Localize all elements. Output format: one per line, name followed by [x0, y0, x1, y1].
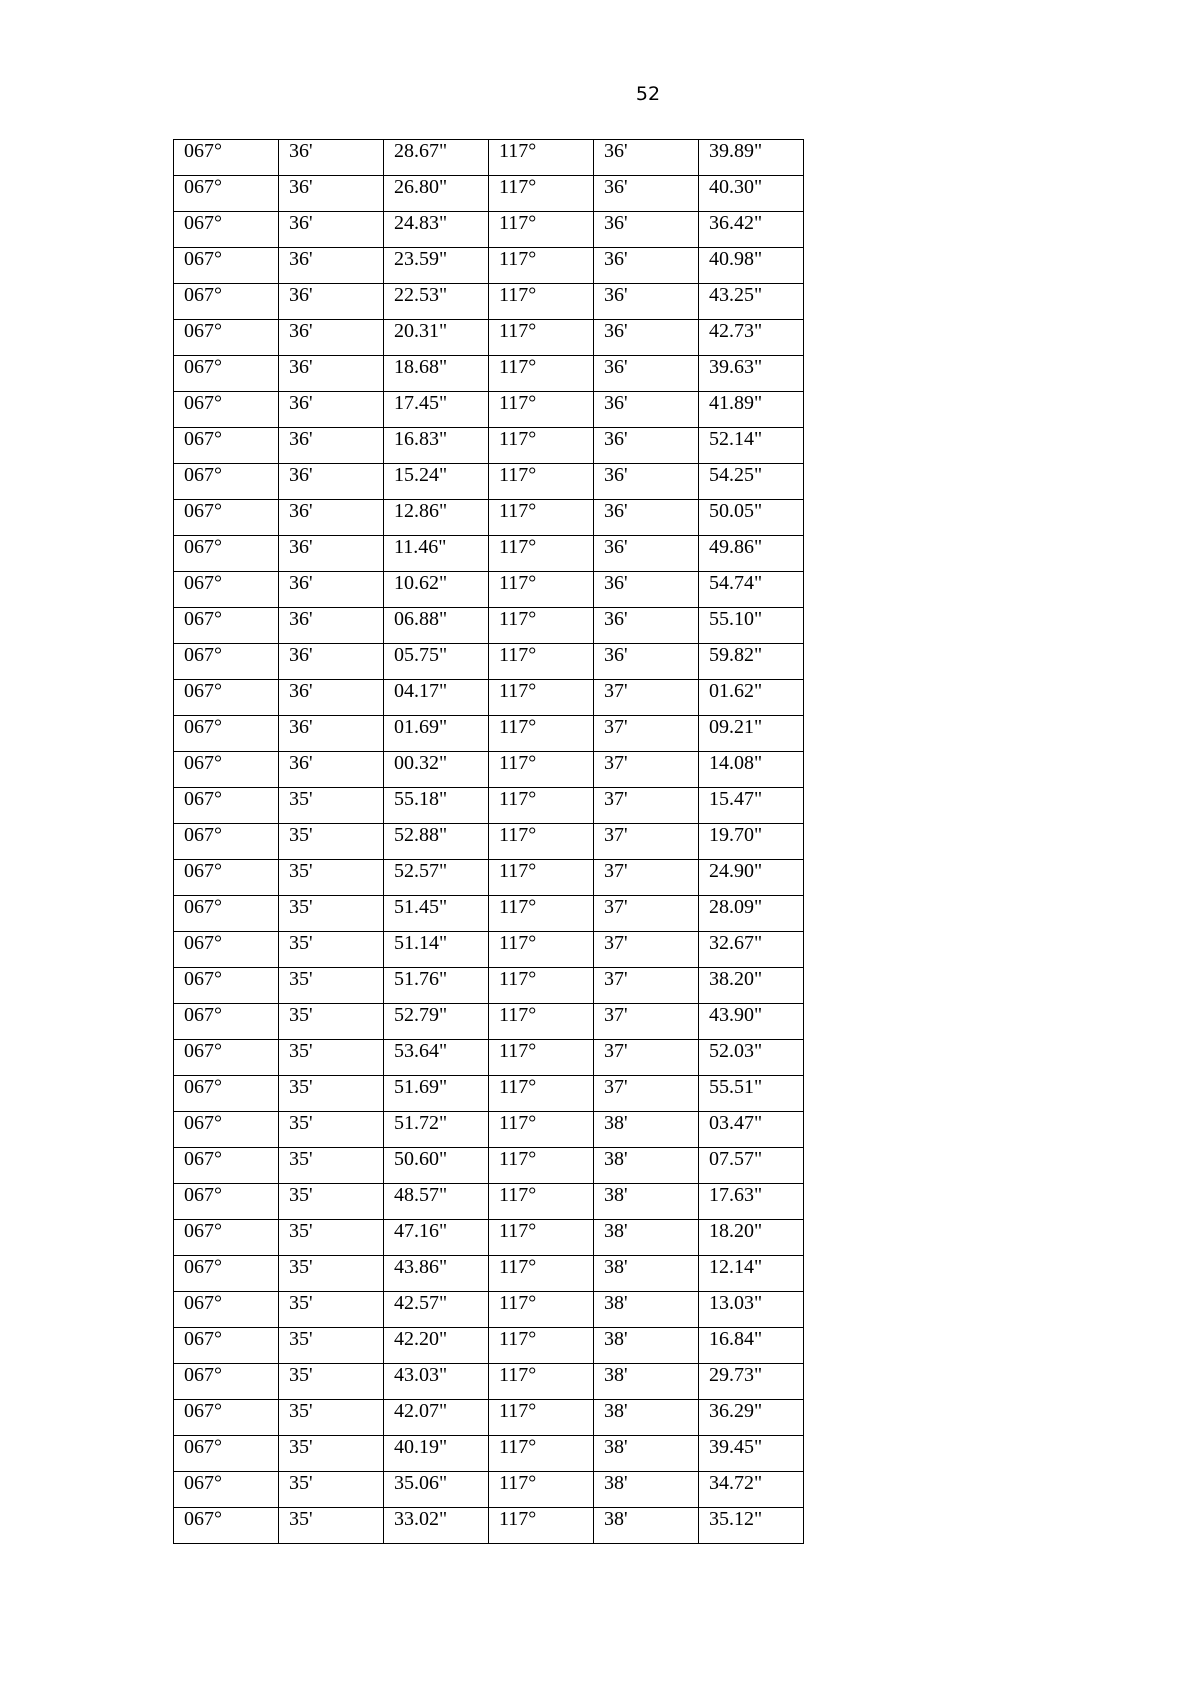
lat-degrees-cell: 067° [174, 356, 279, 392]
lat-minutes-cell: 36' [279, 392, 384, 428]
lat-seconds-cell: 42.20" [384, 1328, 489, 1364]
lon-degrees-cell: 117° [489, 1112, 594, 1148]
lat-seconds-cell: 52.79" [384, 1004, 489, 1040]
lon-degrees-cell: 117° [489, 1436, 594, 1472]
table-row [174, 860, 804, 896]
lon-seconds-cell: 24.90" [699, 860, 804, 896]
lon-seconds-cell: 34.72" [699, 1472, 804, 1508]
lon-degrees-cell: 117° [489, 1472, 594, 1508]
lat-seconds-cell: 51.14" [384, 932, 489, 968]
lon-minutes-cell: 37' [594, 932, 699, 968]
lat-degrees-cell: 067° [174, 680, 279, 716]
lat-seconds-cell: 42.57" [384, 1292, 489, 1328]
lon-seconds-cell: 49.86" [699, 536, 804, 572]
lat-degrees-cell: 067° [174, 320, 279, 356]
table-row [174, 644, 804, 680]
lon-degrees-cell: 117° [489, 392, 594, 428]
lon-minutes-cell: 36' [594, 644, 699, 680]
lat-degrees-cell: 067° [174, 284, 279, 320]
lon-degrees-cell: 117° [489, 1004, 594, 1040]
lat-degrees-cell: 067° [174, 1184, 279, 1220]
table-row [174, 464, 804, 500]
lon-seconds-cell: 29.73" [699, 1364, 804, 1400]
lon-seconds-cell: 40.30" [699, 176, 804, 212]
lon-minutes-cell: 36' [594, 320, 699, 356]
table-row [174, 788, 804, 824]
lat-degrees-cell: 067° [174, 1328, 279, 1364]
lon-degrees-cell: 117° [489, 176, 594, 212]
table-row [174, 212, 804, 248]
lat-degrees-cell: 067° [174, 1040, 279, 1076]
table-row [174, 1256, 804, 1292]
lat-degrees-cell: 067° [174, 212, 279, 248]
lat-seconds-cell: 52.88" [384, 824, 489, 860]
lon-seconds-cell: 54.25" [699, 464, 804, 500]
lat-degrees-cell: 067° [174, 1112, 279, 1148]
coordinates-table [173, 139, 804, 1544]
lat-degrees-cell: 067° [174, 536, 279, 572]
table-row [174, 572, 804, 608]
lon-minutes-cell: 38' [594, 1220, 699, 1256]
lat-degrees-cell: 067° [174, 1004, 279, 1040]
lat-seconds-cell: 22.53" [384, 284, 489, 320]
table-row [174, 248, 804, 284]
lat-seconds-cell: 51.69" [384, 1076, 489, 1112]
table-row [174, 140, 804, 176]
lat-degrees-cell: 067° [174, 428, 279, 464]
table-row [174, 608, 804, 644]
lat-seconds-cell: 42.07" [384, 1400, 489, 1436]
lon-degrees-cell: 117° [489, 896, 594, 932]
lon-minutes-cell: 37' [594, 824, 699, 860]
lon-minutes-cell: 38' [594, 1112, 699, 1148]
lon-seconds-cell: 39.45" [699, 1436, 804, 1472]
lat-minutes-cell: 36' [279, 500, 384, 536]
lat-degrees-cell: 067° [174, 392, 279, 428]
lat-minutes-cell: 35' [279, 1256, 384, 1292]
table-row [174, 752, 804, 788]
lat-degrees-cell: 067° [174, 1472, 279, 1508]
lon-minutes-cell: 38' [594, 1400, 699, 1436]
lon-seconds-cell: 17.63" [699, 1184, 804, 1220]
table-row [174, 176, 804, 212]
lat-degrees-cell: 067° [174, 788, 279, 824]
lon-seconds-cell: 43.90" [699, 1004, 804, 1040]
lon-seconds-cell: 38.20" [699, 968, 804, 1004]
lat-degrees-cell: 067° [174, 1076, 279, 1112]
lon-seconds-cell: 03.47" [699, 1112, 804, 1148]
table-row [174, 284, 804, 320]
lat-degrees-cell: 067° [174, 572, 279, 608]
lat-degrees-cell: 067° [174, 896, 279, 932]
lon-minutes-cell: 38' [594, 1436, 699, 1472]
lat-minutes-cell: 36' [279, 644, 384, 680]
lon-degrees-cell: 117° [489, 1364, 594, 1400]
lon-degrees-cell: 117° [489, 284, 594, 320]
coordinates-table-body [174, 140, 804, 1544]
lon-minutes-cell: 38' [594, 1292, 699, 1328]
lon-minutes-cell: 37' [594, 1040, 699, 1076]
lat-minutes-cell: 36' [279, 716, 384, 752]
lon-seconds-cell: 14.08" [699, 752, 804, 788]
lon-minutes-cell: 36' [594, 608, 699, 644]
lon-degrees-cell: 117° [489, 536, 594, 572]
lon-seconds-cell: 41.89" [699, 392, 804, 428]
lat-seconds-cell: 28.67" [384, 140, 489, 176]
table-row [174, 1040, 804, 1076]
lat-degrees-cell: 067° [174, 644, 279, 680]
lon-seconds-cell: 19.70" [699, 824, 804, 860]
lat-minutes-cell: 35' [279, 824, 384, 860]
table-row [174, 896, 804, 932]
lon-degrees-cell: 117° [489, 1148, 594, 1184]
lon-degrees-cell: 117° [489, 1220, 594, 1256]
lon-minutes-cell: 36' [594, 464, 699, 500]
lon-seconds-cell: 52.03" [699, 1040, 804, 1076]
lon-seconds-cell: 01.62" [699, 680, 804, 716]
lat-seconds-cell: 47.16" [384, 1220, 489, 1256]
lon-seconds-cell: 36.42" [699, 212, 804, 248]
lon-minutes-cell: 38' [594, 1472, 699, 1508]
lat-seconds-cell: 40.19" [384, 1436, 489, 1472]
lon-degrees-cell: 117° [489, 1292, 594, 1328]
lat-seconds-cell: 43.86" [384, 1256, 489, 1292]
lon-seconds-cell: 07.57" [699, 1148, 804, 1184]
lon-degrees-cell: 117° [489, 1328, 594, 1364]
lon-degrees-cell: 117° [489, 608, 594, 644]
lat-seconds-cell: 48.57" [384, 1184, 489, 1220]
lon-degrees-cell: 117° [489, 320, 594, 356]
lat-seconds-cell: 52.57" [384, 860, 489, 896]
lat-degrees-cell: 067° [174, 1292, 279, 1328]
lat-minutes-cell: 35' [279, 1472, 384, 1508]
table-row [174, 320, 804, 356]
lon-degrees-cell: 117° [489, 860, 594, 896]
lat-degrees-cell: 067° [174, 1148, 279, 1184]
lat-degrees-cell: 067° [174, 968, 279, 1004]
lon-degrees-cell: 117° [489, 1508, 594, 1544]
table-row [174, 1220, 804, 1256]
lat-degrees-cell: 067° [174, 248, 279, 284]
lat-degrees-cell: 067° [174, 1400, 279, 1436]
lat-seconds-cell: 01.69" [384, 716, 489, 752]
lon-seconds-cell: 35.12" [699, 1508, 804, 1544]
lon-degrees-cell: 117° [489, 1184, 594, 1220]
lon-seconds-cell: 43.25" [699, 284, 804, 320]
lat-minutes-cell: 36' [279, 428, 384, 464]
table-row [174, 1004, 804, 1040]
lat-minutes-cell: 35' [279, 968, 384, 1004]
lon-minutes-cell: 37' [594, 860, 699, 896]
lon-degrees-cell: 117° [489, 968, 594, 1004]
lat-seconds-cell: 06.88" [384, 608, 489, 644]
lon-minutes-cell: 38' [594, 1508, 699, 1544]
lat-minutes-cell: 35' [279, 860, 384, 896]
lon-minutes-cell: 36' [594, 392, 699, 428]
lon-seconds-cell: 39.63" [699, 356, 804, 392]
lat-minutes-cell: 36' [279, 356, 384, 392]
lon-degrees-cell: 117° [489, 428, 594, 464]
lat-seconds-cell: 11.46" [384, 536, 489, 572]
lat-minutes-cell: 35' [279, 896, 384, 932]
lat-degrees-cell: 067° [174, 1508, 279, 1544]
lat-minutes-cell: 35' [279, 1292, 384, 1328]
table-row [174, 680, 804, 716]
lon-minutes-cell: 37' [594, 752, 699, 788]
lon-seconds-cell: 32.67" [699, 932, 804, 968]
lat-minutes-cell: 36' [279, 248, 384, 284]
lat-seconds-cell: 20.31" [384, 320, 489, 356]
table-row [174, 968, 804, 1004]
lon-minutes-cell: 36' [594, 500, 699, 536]
lat-minutes-cell: 36' [279, 176, 384, 212]
lon-seconds-cell: 54.74" [699, 572, 804, 608]
lat-seconds-cell: 43.03" [384, 1364, 489, 1400]
lat-seconds-cell: 00.32" [384, 752, 489, 788]
lon-seconds-cell: 52.14" [699, 428, 804, 464]
table-row [174, 1400, 804, 1436]
lat-seconds-cell: 51.45" [384, 896, 489, 932]
lat-seconds-cell: 10.62" [384, 572, 489, 608]
table-row [174, 428, 804, 464]
lat-minutes-cell: 35' [279, 1004, 384, 1040]
lat-minutes-cell: 35' [279, 1364, 384, 1400]
lon-seconds-cell: 59.82" [699, 644, 804, 680]
lon-degrees-cell: 117° [489, 356, 594, 392]
table-row [174, 1148, 804, 1184]
lat-degrees-cell: 067° [174, 140, 279, 176]
lon-seconds-cell: 09.21" [699, 716, 804, 752]
table-row [174, 1472, 804, 1508]
lon-seconds-cell: 36.29" [699, 1400, 804, 1436]
lon-seconds-cell: 18.20" [699, 1220, 804, 1256]
lat-minutes-cell: 36' [279, 284, 384, 320]
lat-minutes-cell: 36' [279, 572, 384, 608]
table-row [174, 1364, 804, 1400]
lon-minutes-cell: 36' [594, 356, 699, 392]
lat-minutes-cell: 35' [279, 1400, 384, 1436]
lat-degrees-cell: 067° [174, 860, 279, 896]
lat-seconds-cell: 35.06" [384, 1472, 489, 1508]
table-row [174, 500, 804, 536]
lat-minutes-cell: 35' [279, 1508, 384, 1544]
lon-seconds-cell: 28.09" [699, 896, 804, 932]
lat-minutes-cell: 35' [279, 1436, 384, 1472]
lat-seconds-cell: 12.86" [384, 500, 489, 536]
lon-degrees-cell: 117° [489, 248, 594, 284]
lon-minutes-cell: 36' [594, 536, 699, 572]
page-number: 52 [635, 83, 661, 105]
table-row [174, 824, 804, 860]
lon-degrees-cell: 117° [489, 140, 594, 176]
lon-degrees-cell: 117° [489, 932, 594, 968]
table-row [174, 1184, 804, 1220]
lat-minutes-cell: 35' [279, 1112, 384, 1148]
lat-minutes-cell: 36' [279, 464, 384, 500]
lat-minutes-cell: 35' [279, 1184, 384, 1220]
table-row [174, 1508, 804, 1544]
lon-degrees-cell: 117° [489, 788, 594, 824]
lat-minutes-cell: 35' [279, 1148, 384, 1184]
lon-degrees-cell: 117° [489, 212, 594, 248]
lon-minutes-cell: 36' [594, 284, 699, 320]
lon-degrees-cell: 117° [489, 680, 594, 716]
lon-seconds-cell: 15.47" [699, 788, 804, 824]
lon-seconds-cell: 42.73" [699, 320, 804, 356]
lat-seconds-cell: 51.76" [384, 968, 489, 1004]
lon-degrees-cell: 117° [489, 716, 594, 752]
lat-seconds-cell: 24.83" [384, 212, 489, 248]
lon-minutes-cell: 38' [594, 1256, 699, 1292]
table-row [174, 1076, 804, 1112]
lat-degrees-cell: 067° [174, 176, 279, 212]
lat-minutes-cell: 36' [279, 608, 384, 644]
lon-seconds-cell: 55.10" [699, 608, 804, 644]
table-row [174, 536, 804, 572]
lon-degrees-cell: 117° [489, 1040, 594, 1076]
table-row [174, 356, 804, 392]
lon-minutes-cell: 37' [594, 968, 699, 1004]
lon-minutes-cell: 38' [594, 1184, 699, 1220]
lat-degrees-cell: 067° [174, 500, 279, 536]
lon-minutes-cell: 38' [594, 1328, 699, 1364]
lat-minutes-cell: 36' [279, 320, 384, 356]
lat-minutes-cell: 35' [279, 932, 384, 968]
table-row [174, 1112, 804, 1148]
lon-minutes-cell: 36' [594, 572, 699, 608]
lat-degrees-cell: 067° [174, 824, 279, 860]
lon-degrees-cell: 117° [489, 824, 594, 860]
table-row [174, 1292, 804, 1328]
lon-seconds-cell: 13.03" [699, 1292, 804, 1328]
lat-degrees-cell: 067° [174, 464, 279, 500]
lat-seconds-cell: 50.60" [384, 1148, 489, 1184]
lat-degrees-cell: 067° [174, 1256, 279, 1292]
lon-degrees-cell: 117° [489, 500, 594, 536]
lon-minutes-cell: 37' [594, 1076, 699, 1112]
lat-seconds-cell: 51.72" [384, 1112, 489, 1148]
lon-seconds-cell: 55.51" [699, 1076, 804, 1112]
lat-minutes-cell: 35' [279, 1040, 384, 1076]
lat-degrees-cell: 067° [174, 716, 279, 752]
lat-minutes-cell: 36' [279, 212, 384, 248]
lon-degrees-cell: 117° [489, 752, 594, 788]
lat-minutes-cell: 35' [279, 788, 384, 824]
lat-minutes-cell: 36' [279, 140, 384, 176]
lon-minutes-cell: 38' [594, 1148, 699, 1184]
table-row [174, 716, 804, 752]
lon-minutes-cell: 37' [594, 716, 699, 752]
lat-degrees-cell: 067° [174, 932, 279, 968]
lon-degrees-cell: 117° [489, 1256, 594, 1292]
lat-degrees-cell: 067° [174, 1364, 279, 1400]
lat-seconds-cell: 18.68" [384, 356, 489, 392]
lat-minutes-cell: 35' [279, 1328, 384, 1364]
lon-minutes-cell: 36' [594, 212, 699, 248]
lat-seconds-cell: 33.02" [384, 1508, 489, 1544]
lat-minutes-cell: 35' [279, 1076, 384, 1112]
lat-seconds-cell: 04.17" [384, 680, 489, 716]
lat-minutes-cell: 36' [279, 536, 384, 572]
lon-seconds-cell: 39.89" [699, 140, 804, 176]
lon-degrees-cell: 117° [489, 1400, 594, 1436]
lat-degrees-cell: 067° [174, 1436, 279, 1472]
lat-degrees-cell: 067° [174, 752, 279, 788]
lon-degrees-cell: 117° [489, 1076, 594, 1112]
lon-minutes-cell: 37' [594, 788, 699, 824]
lon-minutes-cell: 37' [594, 896, 699, 932]
lat-seconds-cell: 05.75" [384, 644, 489, 680]
lon-seconds-cell: 50.05" [699, 500, 804, 536]
lat-minutes-cell: 36' [279, 680, 384, 716]
table-row [174, 1436, 804, 1472]
lat-minutes-cell: 36' [279, 752, 384, 788]
table-row [174, 392, 804, 428]
lon-seconds-cell: 12.14" [699, 1256, 804, 1292]
lat-degrees-cell: 067° [174, 1220, 279, 1256]
lon-minutes-cell: 38' [594, 1364, 699, 1400]
lat-seconds-cell: 55.18" [384, 788, 489, 824]
lon-minutes-cell: 36' [594, 248, 699, 284]
lon-minutes-cell: 37' [594, 1004, 699, 1040]
table-row [174, 932, 804, 968]
lon-minutes-cell: 36' [594, 140, 699, 176]
lat-seconds-cell: 15.24" [384, 464, 489, 500]
lon-degrees-cell: 117° [489, 464, 594, 500]
table-row [174, 1328, 804, 1364]
lon-degrees-cell: 117° [489, 572, 594, 608]
lat-minutes-cell: 35' [279, 1220, 384, 1256]
lat-seconds-cell: 17.45" [384, 392, 489, 428]
lon-seconds-cell: 40.98" [699, 248, 804, 284]
lat-seconds-cell: 53.64" [384, 1040, 489, 1076]
lon-seconds-cell: 16.84" [699, 1328, 804, 1364]
lon-minutes-cell: 37' [594, 680, 699, 716]
lat-seconds-cell: 26.80" [384, 176, 489, 212]
lat-seconds-cell: 23.59" [384, 248, 489, 284]
lon-degrees-cell: 117° [489, 644, 594, 680]
lat-degrees-cell: 067° [174, 608, 279, 644]
lon-minutes-cell: 36' [594, 176, 699, 212]
lon-minutes-cell: 36' [594, 428, 699, 464]
lat-seconds-cell: 16.83" [384, 428, 489, 464]
